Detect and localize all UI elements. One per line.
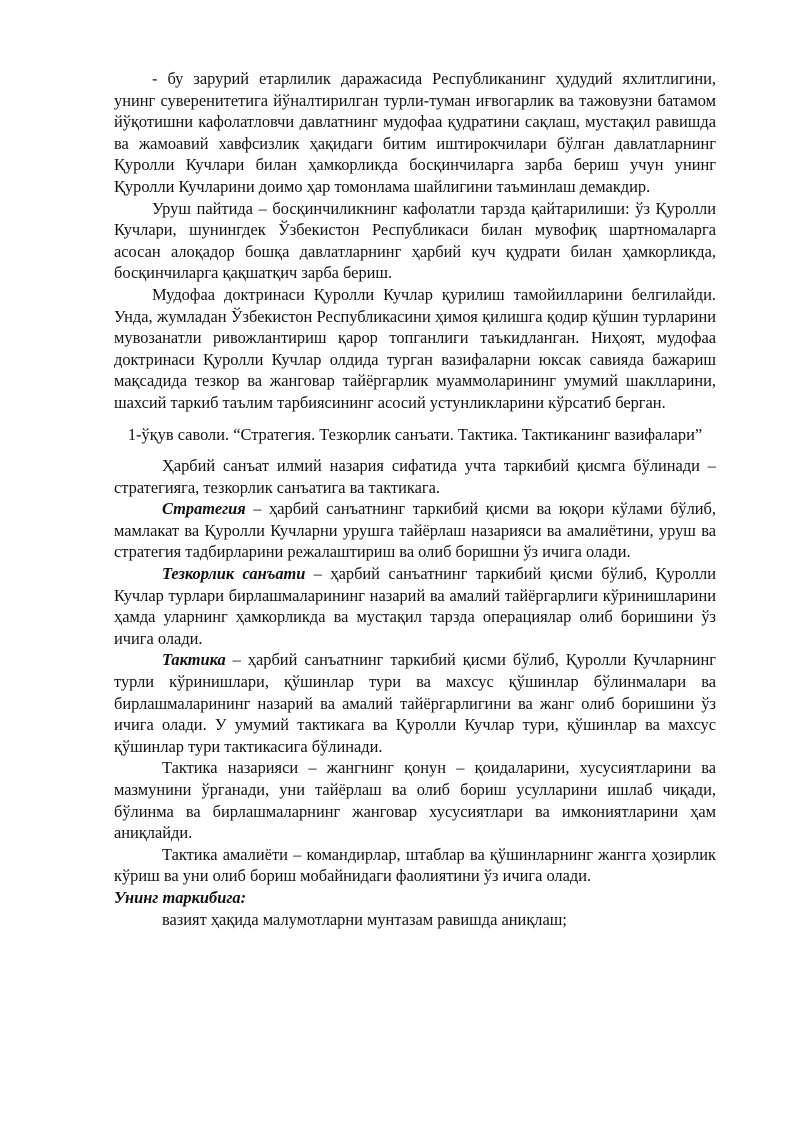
subheading-composition: Унинг таркибига:: [114, 887, 247, 907]
definition-operational-art: – ҳарбий санъатнинг таркибий қисми бўлиб, Қуролли Кучлар турлари бирлашмаларининг назарий ва амалий тайёргарлиги кўринишларини ҳамда уларнинг ҳамкорликда ва мустақил тарзда операциялар олиб боришини ўз ичига олади.: [114, 564, 716, 648]
definition-strategy: – ҳарбий санъатнинг таркибий қисми ва юқори кўлами бўлиб, мамлакат ва Қуролли Кучларни урушга тайёрлаш назарияси ва амалиётини, уруш ва стратегия тадбирларини режалаштириш ва олиб боришни ўз ичига олади.: [114, 499, 716, 562]
list-item-situation-data: вазият ҳақида малумотларни мунтазам равишда аниқлаш;: [162, 909, 567, 929]
paragraph-military-art: Ҳарбий санъат илмий назария сифатида учта таркибий қисмга бўлинади – стратегияга, тезкорлик санъатига ва тактикага.: [114, 456, 716, 497]
paragraph-tactics-theory: Тактика назарияси – жангнинг қонун – қоидаларини, хусусиятларини ва мазмунини ўрганади, уни тайёрлаш ва олиб бориш усулларини ишлаб чиқади, бўлинма ва бирлашмаларнинг жанговар хусусиятлари ва имкониятларини ҳам аниқлайди.: [114, 758, 716, 843]
definition-tactics: – ҳарбий санъатнинг таркибий қисми бўлиб, Қуролли Кучларнинг турли кўринишлари, қўшинлар тури ва махсус қўшинлар бўлинмалари ва бирлашмаларининг назарий ва амалий тайёргарлигини ва жанг олиб боришини ўз ичига олади. У умумий тактикага ва Қуролли Кучлар тури, қўшинлар ва махсус қўшинлар тури тактикасига бўлинади.: [114, 650, 716, 756]
term-strategy: Стратегия: [162, 499, 246, 519]
paragraph-tactics: [114, 649, 716, 757]
term-tactics: Тактика: [162, 650, 226, 670]
paragraph-defense-doctrine: Мудофаа доктринаси Қуролли Кучлар қурилиш тамойилларини белгилайди. Унда, жумладан Ўзбекистон Республикасини ҳимоя қилишга қодир қўшин турларини мувозанатли ривожлантириш қарор топганлиги таъкидланган. Ниҳоят, мудофаа доктринаси Қуролли Кучлар олдида турган вазифаларни юксак савияда бажариш мақсадида тезкор ва жанговар тайёргарлик муаммоларининг умумий шаклларини, шахсий таркиб таълим тарбиясининг асосий устунликларини кўрсатиб берган.: [114, 284, 716, 412]
paragraph-tactics-practice: Тактика амалиёти – командирлар, штаблар ва қўшинларнинг жангга ҳозирлик кўриш ва уни олиб бориш мобайнидаги фаолиятини ўз ичига олади.: [114, 844, 716, 886]
paragraph-defense-capability: - бу зарурий етарлилик даражасида Республиканинг ҳудудий яхлитлигини, унинг суверенитетига йўналтирилган турли-туман иғвогарлик ва тажовузни батамом йўқотишни кафолатловчи давлатнинг мудофаа қудратини сақлаш, мустақил равишда ва жамоавий хавфсизлик ҳақидаги битим иштирокчилари бўлган давлатларнинг Қуролли Кучлари билан ҳамкорликда босқинчиларга зарба бериш учун унинг Қуролли Кучларини доимо ҳар томонлама шайлигини таъминлаш демакдир.: [114, 69, 716, 196]
paragraph-wartime: Уруш пайтида – босқинчиликнинг кафолатли тарзда қайтарилиши: ўз Қуролли Кучлари, шунингдек Ўзбекистон Республикаси билан мувофиқ шартномаларга асосан алоқадор бошқа давлатларнинг ҳарбий куч қудрати билан ҳамкорликда, босқинчиларга қақшатқич зарба бериш.: [114, 198, 716, 283]
term-operational-art: Тезкорлик санъати: [162, 564, 306, 584]
paragraph-strategy: [114, 498, 716, 563]
section-title: 1-ўқув саволи. “Стратегия. Тезкорлик санъати. Тактика. Тактиканинг вазифалари”: [127, 424, 703, 444]
paragraph-operational-art: [114, 563, 716, 649]
